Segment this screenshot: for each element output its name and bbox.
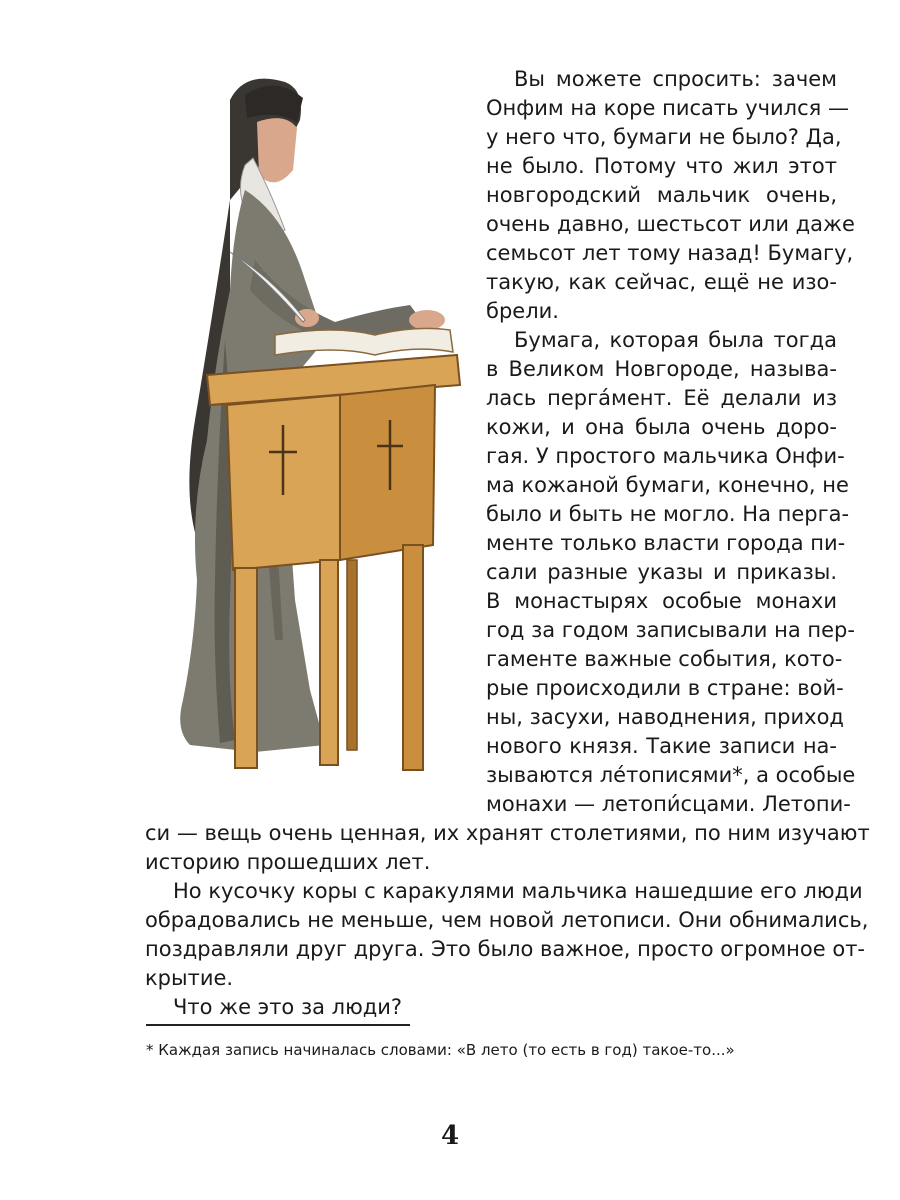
text-line: ма кожаной бумаги, конечно, не [486, 473, 849, 497]
footnote: * Каждая запись начиналась словами: «В лето (то есть в год) такое-то...» [146, 1041, 735, 1059]
lectern-leg [347, 560, 357, 750]
text-line: си — вещь очень ценная, их хранят столетиями, по ним изучают [145, 821, 870, 845]
text-line: Что же это за люди? [173, 995, 403, 1019]
text-line: не было. Потому что жил этот [486, 154, 837, 178]
text-line: очень давно, шестьсот или даже [486, 212, 855, 236]
lectern-leg [403, 545, 423, 770]
open-book [275, 328, 453, 355]
text-line: историю прошедших лет. [145, 850, 431, 874]
text-line: кожи, и она была очень доро- [486, 415, 837, 439]
monk-face [257, 118, 297, 182]
text-line: сали разные указы и приказы. [486, 560, 837, 584]
text-line: брели. [486, 299, 559, 323]
text-line: В монастырях особые монахи [486, 589, 837, 613]
text-line: гаменте важные события, кото- [486, 647, 843, 671]
lectern-leg [320, 560, 338, 765]
text-line: такую, как сейчас, ещё не изо- [486, 270, 837, 294]
lectern-panel [340, 385, 435, 560]
text-line: в Великом Новгороде, называ- [486, 357, 837, 381]
text-line: было и быть не могло. На перга- [486, 502, 850, 526]
text-line: поздравляли друг друга. Это было важное, просто огромное от- [145, 937, 866, 961]
text-line: у него что, бумаги не было? Да, [486, 125, 842, 149]
page-number: 4 [440, 1121, 460, 1151]
text-line: год за годом записывали на пер- [486, 618, 855, 642]
text-line: новгородский мальчик очень, [486, 183, 837, 207]
text-line: гая. У простого мальчика Онфи- [486, 444, 845, 468]
text-line: зываются ле́тописями*, а особые [486, 763, 856, 787]
text-line: семьсот лет тому назад! Бумагу, [486, 241, 854, 265]
footnote-divider [146, 1024, 410, 1026]
text-line: рые происходили в стране: вой- [486, 676, 844, 700]
text-line: Бумага, которая была тогда [514, 328, 837, 352]
text-line: Вы можете спросить: зачем [514, 67, 837, 91]
text-line: менте только власти города пи- [486, 531, 846, 555]
monk-hand [409, 310, 445, 330]
lectern-leg [235, 568, 257, 768]
text-line: монахи — летопи́сцами. Летопи- [486, 792, 851, 816]
text-line: обрадовались не меньше, чем новой летописи. Они обнимались, [145, 908, 869, 932]
monk-at-lectern-illustration [135, 40, 465, 780]
text-line: лась перга́мент. Её делали из [486, 386, 837, 410]
text-line: Но кусочку коры с каракулями мальчика нашедшие его люди [173, 879, 863, 903]
text-line: нового князя. Такие записи на- [486, 734, 837, 758]
text-line: Онфим на коре писать учился — [486, 96, 849, 120]
text-line: ны, засухи, наводнения, приход [486, 705, 844, 729]
text-line: крытие. [145, 966, 234, 990]
